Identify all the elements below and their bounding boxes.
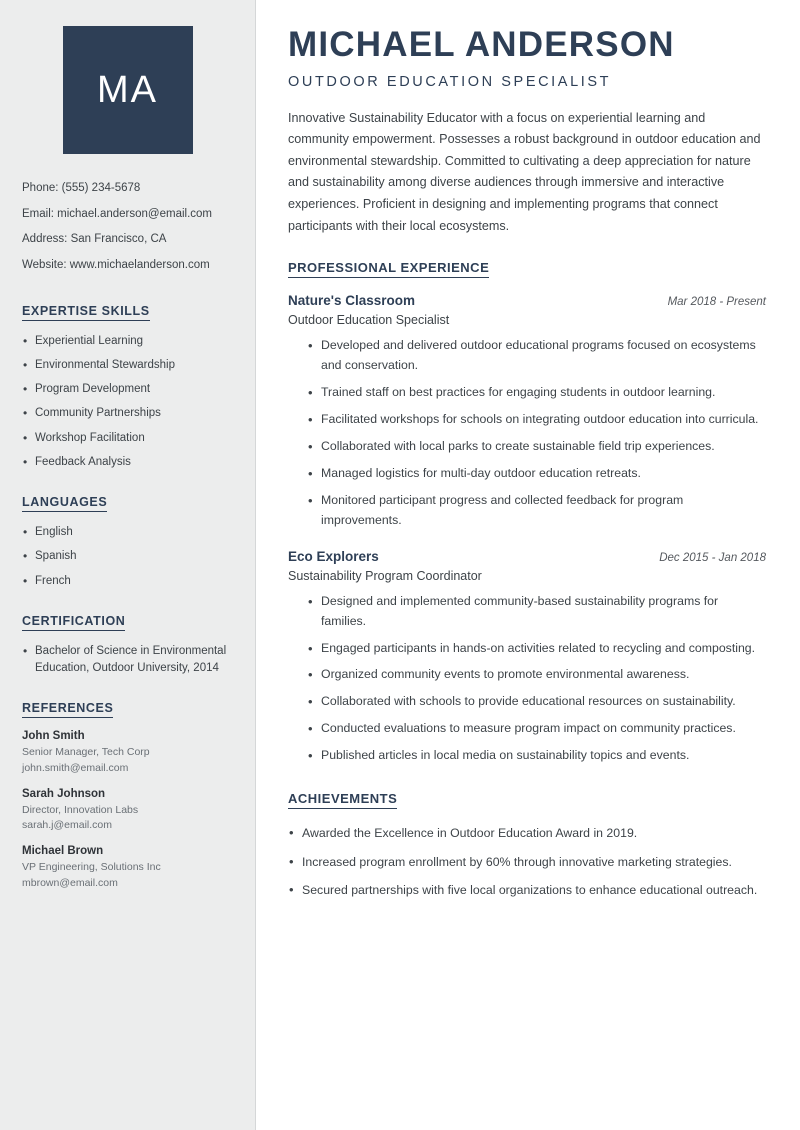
reference-role: Director, Innovation Labs <box>22 803 139 816</box>
reference-item <box>22 845 233 890</box>
section-achievements <box>288 790 766 901</box>
achievements-list <box>288 824 766 901</box>
avatar-monogram: MA <box>63 26 193 154</box>
list-item: • Managed logistics for multi-day outdoor education retreats. <box>308 464 766 484</box>
experience-bullet-list <box>288 592 766 766</box>
list-item: • Awarded the Excellence in Outdoor Education Award in 2019. <box>288 824 766 844</box>
experience-role: Outdoor Education Specialist <box>288 313 450 328</box>
list-item: • English <box>22 524 233 541</box>
experience-bullet-list <box>288 336 766 530</box>
reference-role: Senior Manager, Tech Corp <box>22 746 150 759</box>
section-professional-experience <box>288 259 766 766</box>
reference-item <box>22 730 233 775</box>
reference-role: VP Engineering, Solutions Inc <box>22 861 161 874</box>
job-title-subheading: OUTDOOR EDUCATION SPECIALIST <box>288 73 612 90</box>
list-item: • Program Development <box>22 381 233 398</box>
list-item: • Workshop Facilitation <box>22 430 233 447</box>
certification-list <box>22 643 233 678</box>
experience-role: Sustainability Program Coordinator <box>288 568 482 583</box>
section-references <box>22 699 233 890</box>
list-item: • Organized community events to promote environmental awareness. <box>308 665 766 685</box>
list-item: • Environmental Stewardship <box>22 357 233 374</box>
list-item: • Community Partnerships <box>22 405 233 422</box>
professional-experience-heading: PROFESSIONAL EXPERIENCE <box>288 260 489 278</box>
reference-email: mbrown@email.com <box>22 876 118 889</box>
experience-dates: Mar 2018 - Present <box>667 296 766 309</box>
certification-heading: CERTIFICATION <box>22 614 125 631</box>
section-languages <box>22 493 233 590</box>
experience-company: Nature's Classroom <box>288 293 416 309</box>
section-certification <box>22 612 233 678</box>
sidebar <box>0 0 256 1130</box>
expertise-skills-list <box>22 333 233 472</box>
reference-name: Sarah Johnson <box>22 787 106 800</box>
professional-summary: Innovative Sustainability Educator with a focus on experiential learning and community empowerment. Possesses a robust background in outdoor education and environmental stewardship. Committed to cultivating a deep appreciation for nature and sustainability among diverse audiences through immersive and interactive experiences. Proficient in designing and implementing programs that connect participants with their local ecosystems. <box>288 110 761 233</box>
list-item: • Collaborated with schools to provide educational resources on sustainability. <box>308 692 766 712</box>
languages-list <box>22 524 233 590</box>
expertise-skills-heading: EXPERTISE SKILLS <box>22 304 150 321</box>
achievements-heading: ACHIEVEMENTS <box>288 791 397 809</box>
list-item: • Bachelor of Science in Environmental Education, Outdoor University, 2014 <box>22 643 233 678</box>
main-content <box>256 0 800 1130</box>
contact-list <box>22 180 233 274</box>
list-item: • Experiential Learning <box>22 333 233 350</box>
contact-website: Website: www.michaelanderson.com <box>22 259 210 272</box>
experience-entry-header <box>288 293 766 308</box>
references-heading: REFERENCES <box>22 701 113 718</box>
list-item: • Conducted evaluations to measure program impact on community practices. <box>308 719 766 739</box>
experience-entry <box>288 549 766 766</box>
list-item: • Trained staff on best practices for engaging students in outdoor learning. <box>308 383 766 403</box>
list-item: • Monitored participant progress and collected feedback for program improvements. <box>308 491 766 531</box>
reference-name: John Smith <box>22 730 85 743</box>
languages-heading: LANGUAGES <box>22 495 107 512</box>
avatar-wrap <box>22 26 233 154</box>
list-item: • Spanish <box>22 548 233 565</box>
list-item: • Facilitated workshops for schools on integrating outdoor education into curricula. <box>308 410 766 430</box>
reference-name: Michael Brown <box>22 845 104 858</box>
experience-dates: Dec 2015 - Jan 2018 <box>659 551 766 564</box>
list-item: • Developed and delivered outdoor educational programs focused on ecosystems and conservation. <box>308 336 766 376</box>
list-item: • Published articles in local media on sustainability topics and events. <box>308 746 766 766</box>
contact-address: Address: San Francisco, CA <box>22 233 167 246</box>
reference-item <box>22 788 233 833</box>
reference-email: sarah.j@email.com <box>22 819 113 832</box>
experience-entry-header <box>288 549 766 564</box>
section-expertise-skills <box>22 302 233 472</box>
contact-email: Email: michael.anderson@email.com <box>22 207 212 220</box>
list-item: • Secured partnerships with five local organizations to enhance educational outreach. <box>288 881 766 901</box>
list-item: • Designed and implemented community-based sustainability programs for families. <box>308 592 766 632</box>
list-item: • Engaged participants in hands-on activities related to recycling and composting. <box>308 639 766 659</box>
contact-phone: Phone: (555) 234-5678 <box>22 182 141 194</box>
reference-email: john.smith@email.com <box>22 761 129 774</box>
experience-entry <box>288 293 766 530</box>
list-item: • Collaborated with local parks to create sustainable field trip experiences. <box>308 437 766 457</box>
page-title: MICHAEL ANDERSON <box>288 25 675 64</box>
list-item: • Feedback Analysis <box>22 454 233 471</box>
experience-company: Eco Explorers <box>288 548 379 564</box>
list-item: • Increased program enrollment by 60% through innovative marketing strategies. <box>288 853 766 873</box>
list-item: • French <box>22 573 233 590</box>
